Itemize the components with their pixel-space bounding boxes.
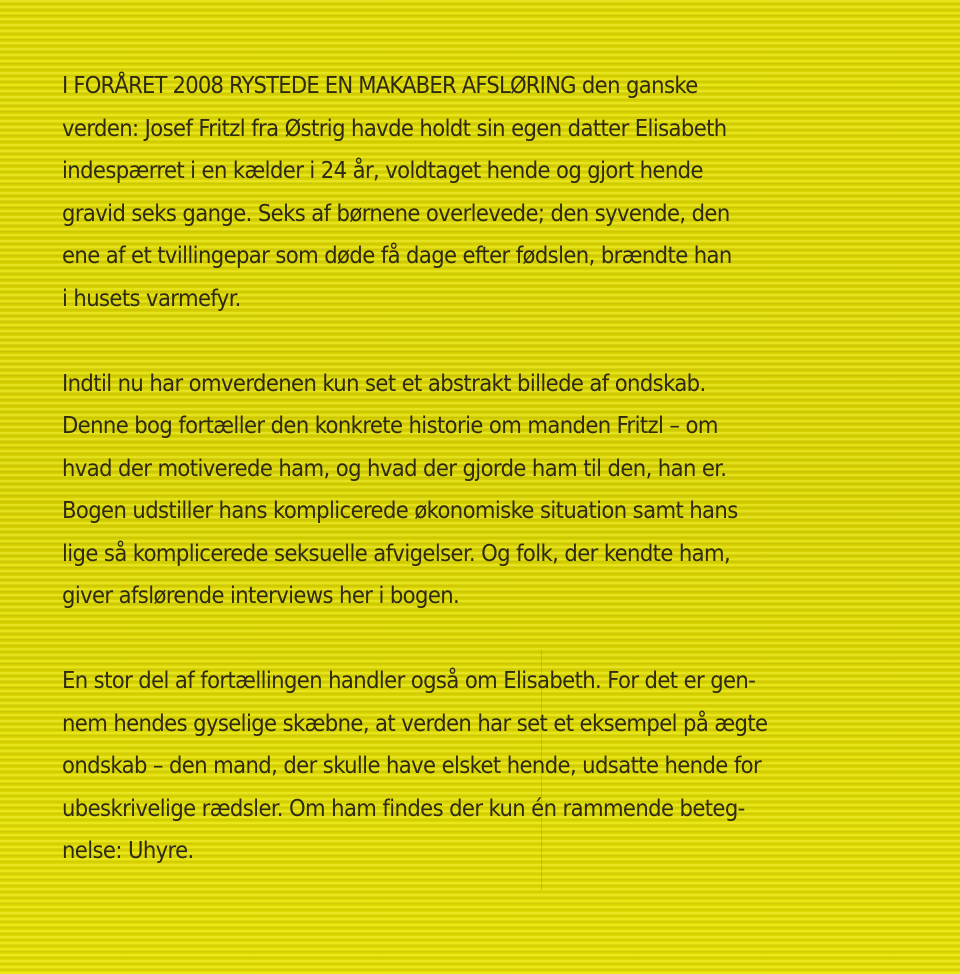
text-line: ene af et tvillingepar som døde få dage efter fødslen, brændte han: [62, 241, 732, 269]
paragraph-intro: [62, 64, 922, 319]
text-line: nelse: Uhyre.: [62, 836, 194, 864]
text-line: lige så komplicerede seksuelle afvigelser. Og folk, der kendte ham,: [62, 538, 731, 567]
text-line: [62, 64, 922, 107]
text-line: ondskab – den mand, der skulle have elsket hende, udsatte hende for: [62, 751, 762, 779]
text-line: En stor del af fortællingen handler også om Elisabeth. For det er gen-: [62, 666, 756, 694]
text-line: gravid seks gange. Seks af børnene overlevede; den syvende, den: [62, 198, 730, 227]
paragraph-book-content: [62, 362, 922, 617]
text-line: Indtil nu har omverdenen kun set et abstrakt billede af ondskab.: [62, 368, 706, 397]
text-line: i husets varmefyr.: [62, 283, 241, 312]
text-line: ubeskrivelige rædsler. Om ham findes der kun én rammende beteg-: [62, 793, 745, 822]
text-line: nem hendes gyselige skæbne, at verden har set et eksempel på ægte: [62, 708, 768, 737]
text-line: hvad der motiverede ham, og hvad der gjorde ham til den, han er.: [62, 453, 727, 482]
text-line: indespærret i en kælder i 24 år, voldtaget hende og gjort hende: [62, 156, 703, 184]
text-line: verden: Josef Fritzl fra Østrig havde holdt sin egen datter Elisabeth: [62, 113, 727, 142]
text-line-fragment: den ganske: [575, 71, 698, 99]
text-line: Denne bog fortæller den konkrete historie om manden Fritzl – om: [62, 411, 718, 439]
lead-in-caps: I FORÅRET 2008 RYSTEDE EN MAKABER AFSLØRING: [62, 71, 576, 99]
back-cover-blurb: [62, 64, 922, 914]
text-line: giver afslørende interviews her i bogen.: [62, 581, 460, 609]
text-line: Bogen udstiller hans komplicerede økonomiske situation samt hans: [62, 496, 738, 524]
paragraph-elisabeth: [62, 659, 922, 872]
